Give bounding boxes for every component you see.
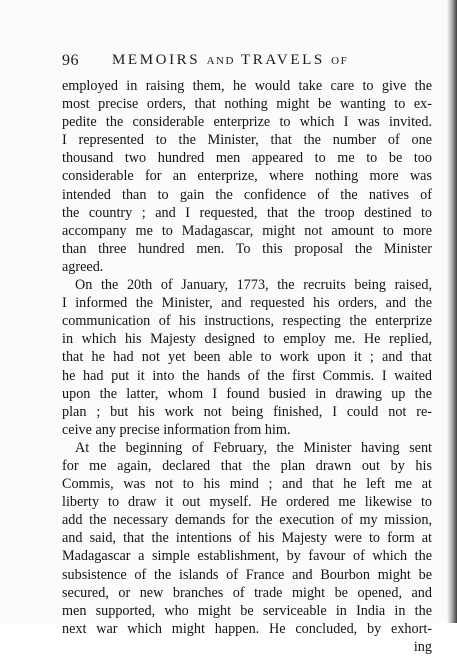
text-line: On the 20th of January, 1773, the recruits being raised, [75, 277, 432, 294]
running-head-and: AND [206, 55, 235, 67]
text-line: plan ; but his work not being finished, I could not re- [62, 403, 432, 420]
running-head [112, 52, 348, 69]
page-number: 96 [62, 52, 79, 69]
text-line: ing [413, 638, 432, 655]
body-text [62, 77, 432, 656]
text-line: for me again, declared that the plan drawn out by his [62, 457, 432, 474]
book-gutter-shadow [447, 0, 457, 623]
text-line: pedite the considerable enterprize to which I was invited. [62, 114, 432, 131]
text-line: add the necessary demands for the execution of my mission, [62, 512, 432, 529]
text-line: and said, that the intentions of his Majesty were to form at [62, 530, 432, 547]
text-line: the country ; and I requested, that the troop destined to [62, 204, 432, 221]
text-line: Commis, was not to his mind ; and that he left me at [62, 476, 432, 493]
text-line: most precise orders, that nothing might be wanting to ex- [62, 96, 432, 113]
text-line: than three hundred men. To this proposal the Minister [62, 240, 432, 257]
text-line: Madagascar a simple establishment, by favour of which the [62, 548, 432, 565]
text-line: subsistence of the islands of France and Bourbon might be [62, 566, 432, 583]
running-head-memoirs: MEMOIRS [112, 52, 201, 68]
text-line: in which his Majesty designed to employ me. He replied, [62, 331, 432, 348]
text-line: At the beginning of February, the Minister having sent [75, 439, 432, 456]
text-line: agreed. [62, 258, 104, 275]
text-line: secured, or new branches of trade might be opened, and [62, 584, 432, 601]
text-line: upon the latter, whom I found busied in drawing up the [62, 385, 432, 402]
text-line: I informed the Minister, and requested his orders, and the [62, 295, 432, 312]
page-header [62, 52, 442, 72]
text-line: next war which might happen. He concluded, by exhort- [62, 620, 432, 637]
running-head-of: OF [331, 55, 349, 67]
text-line: I represented to the Minister, that the number of one [62, 132, 432, 149]
text-line: men supported, who might be serviceable in India in the [62, 602, 432, 619]
text-line: considerable for an enterprize, where nothing more was [62, 168, 432, 185]
text-line: liberty to draw it out myself. He ordered me likewise to [62, 494, 432, 511]
text-line: intended than to gain the confidence of the natives of [62, 186, 432, 203]
text-line: accompany me to Madagascar, might not amount to more [62, 222, 432, 239]
running-head-travels: TRAVELS [241, 52, 325, 68]
text-line: ceive any precise information from him. [62, 421, 291, 438]
text-line: thousand two hundred men appeared to me to be too [62, 150, 432, 167]
text-line: employed in raising them, he would take care to give the [62, 78, 432, 94]
text-line: communication of his instructions, respecting the enterprize [62, 313, 432, 330]
text-line: that he had not yet been able to work upon it ; and that [62, 349, 432, 366]
text-line: he had put it into the hands of the first Commis. I waited [62, 367, 432, 384]
